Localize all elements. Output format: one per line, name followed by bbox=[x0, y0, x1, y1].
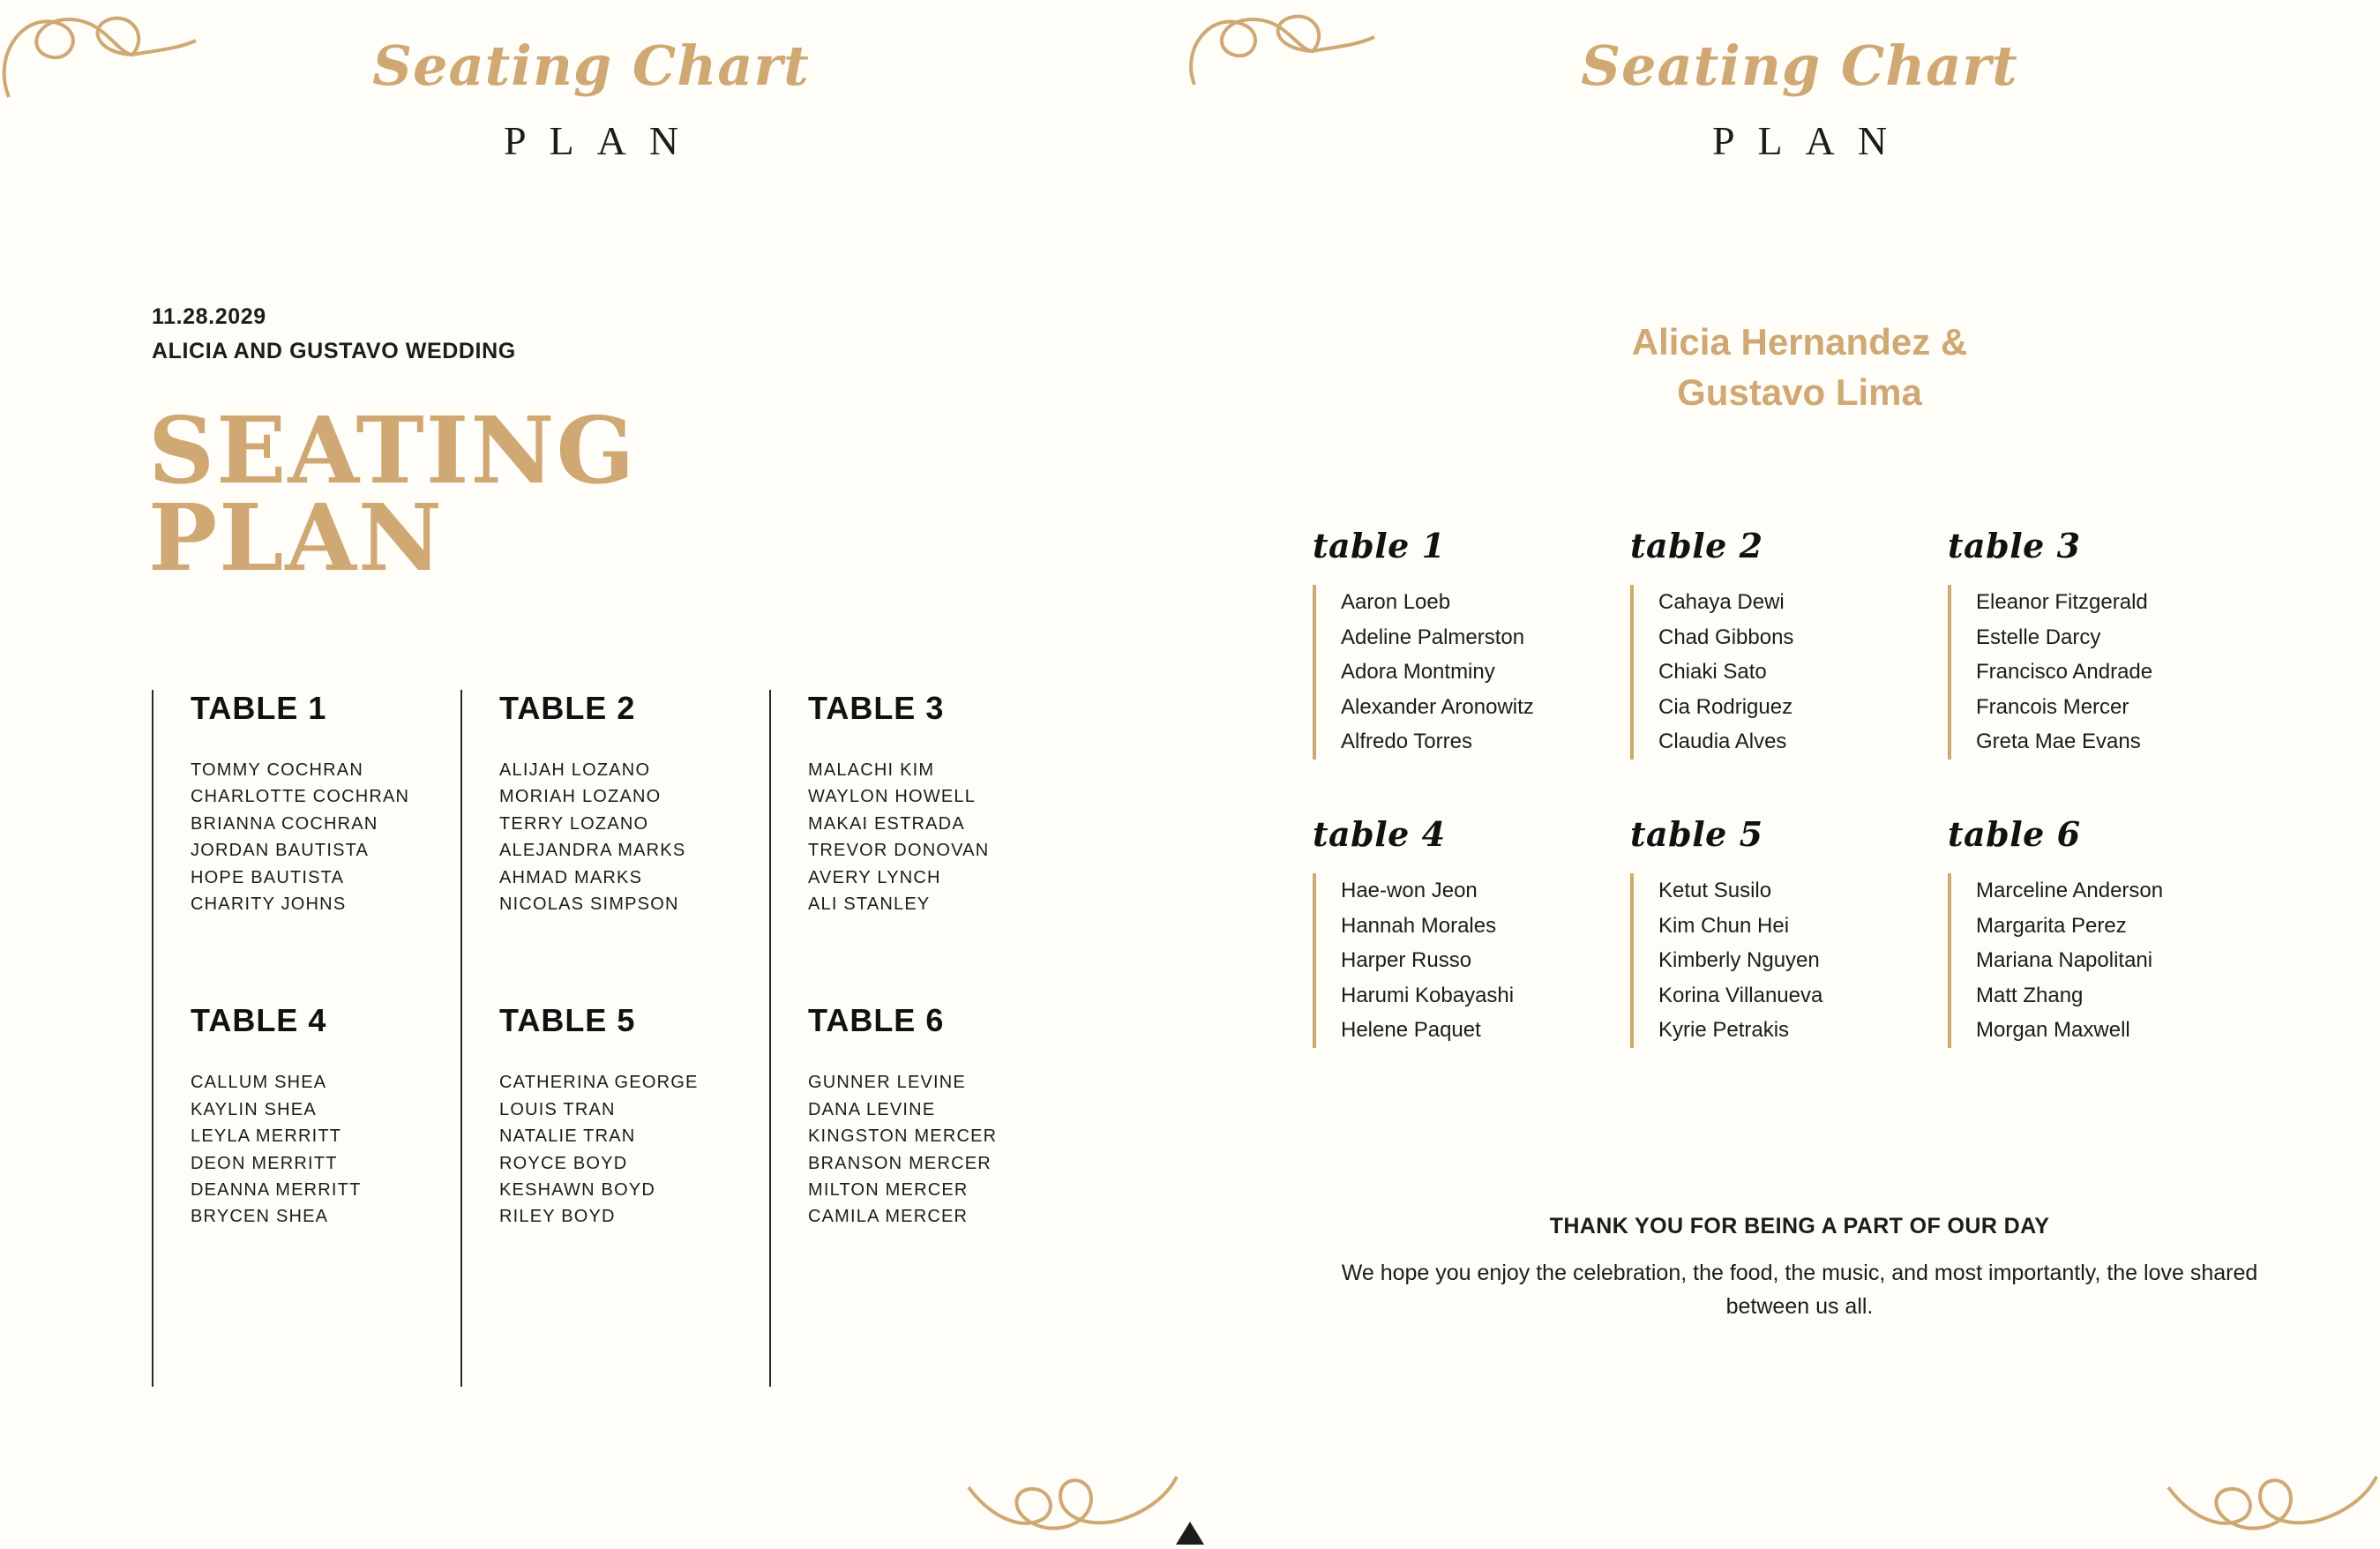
guest-name: DEANNA MERRITT bbox=[191, 1179, 362, 1200]
table-title: table 6 bbox=[1948, 813, 2081, 854]
guest-name: Margarita Perez bbox=[1976, 913, 2127, 938]
right-table-grid bbox=[1313, 526, 2301, 1048]
guest-name: TREVOR DONOVAN bbox=[808, 841, 990, 861]
guest-name: JORDAN BAUTISTA bbox=[191, 841, 370, 861]
right-table-block-4 bbox=[1313, 814, 1630, 1048]
table-block-2 bbox=[499, 690, 769, 917]
table-block-6 bbox=[808, 1002, 1034, 1230]
table-block-1 bbox=[191, 690, 460, 917]
guest-name: Helene Paquet bbox=[1341, 1018, 1481, 1043]
guest-name: CALLUM SHEA bbox=[191, 1073, 327, 1093]
left-script-title: Seating Chart bbox=[372, 34, 810, 98]
guest-name: HOPE BAUTISTA bbox=[191, 867, 345, 887]
page-marker-triangle bbox=[1176, 1522, 1204, 1545]
guest-name: BRYCEN SHEA bbox=[191, 1207, 329, 1227]
guest-name: Kyrie Petrakis bbox=[1658, 1018, 1790, 1043]
guest-name: WAYLON HOWELL bbox=[808, 787, 977, 807]
guest-name: ALI STANLEY bbox=[808, 894, 931, 914]
right-table-block-6 bbox=[1948, 814, 2301, 1048]
table-title: table 2 bbox=[1630, 526, 1763, 565]
guest-name: RILEY BOYD bbox=[499, 1207, 616, 1227]
guest-name: Eleanor Fitzgerald bbox=[1976, 590, 2148, 614]
guest-name: Adeline Palmerston bbox=[1341, 625, 1525, 649]
right-plan-word: PLAN bbox=[1711, 118, 1911, 163]
guest-name: Ketut Susilo bbox=[1658, 878, 1772, 902]
guest-name: Cahaya Dewi bbox=[1658, 590, 1785, 614]
couple-name-line2: Gustavo Lima bbox=[1677, 370, 1922, 413]
guest-name: Greta Mae Evans bbox=[1976, 730, 2141, 754]
thank-you-note bbox=[1306, 1214, 2294, 1323]
guest-name: Hannah Morales bbox=[1341, 913, 1497, 938]
guest-name: Chiaki Sato bbox=[1658, 660, 1767, 685]
table-title: table 5 bbox=[1630, 813, 1763, 854]
guest-name: BRIANNA COCHRAN bbox=[191, 813, 378, 834]
guest-list bbox=[1313, 873, 1630, 1048]
right-table-block-3 bbox=[1948, 526, 2301, 760]
guest-name: Chad Gibbons bbox=[1658, 625, 1794, 649]
guest-name: TERRY LOZANO bbox=[499, 813, 649, 834]
left-column-2 bbox=[460, 690, 769, 1387]
guest-name: CATHERINA GEORGE bbox=[499, 1073, 699, 1093]
guest-name: AHMAD MARKS bbox=[499, 867, 643, 887]
guest-name: NATALIE TRAN bbox=[499, 1126, 636, 1147]
guest-name: Harper Russo bbox=[1341, 948, 1472, 973]
guest-list bbox=[1948, 585, 2301, 760]
table-title: TABLE 2 bbox=[499, 690, 636, 726]
guest-name: NICOLAS SIMPSON bbox=[499, 894, 679, 914]
guest-name: Alexander Aronowitz bbox=[1341, 694, 1534, 719]
guest-name: Aaron Loeb bbox=[1341, 590, 1451, 614]
table-block-4 bbox=[191, 1002, 460, 1230]
table-title: table 3 bbox=[1948, 526, 2081, 565]
guest-list bbox=[1630, 873, 1948, 1048]
guest-name: ALEJANDRA MARKS bbox=[499, 841, 686, 861]
guest-name: KINGSTON MERCER bbox=[808, 1126, 998, 1147]
left-column-1 bbox=[152, 690, 460, 1387]
guest-name: Kim Chun Hei bbox=[1658, 913, 1790, 938]
table-title: TABLE 3 bbox=[808, 690, 945, 726]
guest-name: CAMILA MERCER bbox=[808, 1207, 969, 1227]
guest-name: Marceline Anderson bbox=[1976, 878, 2164, 902]
guest-name: Korina Villanueva bbox=[1658, 983, 1823, 1007]
table-title: table 1 bbox=[1313, 526, 1446, 565]
page-title-line1: SEATING bbox=[148, 396, 637, 505]
guest-name: Cia Rodriguez bbox=[1658, 694, 1793, 719]
guest-name: Morgan Maxwell bbox=[1976, 1018, 2130, 1043]
guest-name: MORIAH LOZANO bbox=[499, 787, 662, 807]
guest-name: MALACHI KIM bbox=[808, 760, 935, 780]
right-table-block-1 bbox=[1313, 526, 1630, 760]
guest-name: CHARITY JOHNS bbox=[191, 894, 347, 914]
right-script-title: Seating Chart bbox=[1581, 34, 2018, 98]
guest-name: Kimberly Nguyen bbox=[1658, 948, 1820, 973]
right-table-block-2 bbox=[1630, 526, 1948, 760]
guest-name: MILTON MERCER bbox=[808, 1179, 969, 1200]
guest-name: Francisco Andrade bbox=[1976, 660, 2153, 685]
guest-name: AVERY LYNCH bbox=[808, 867, 941, 887]
guest-name: MAKAI ESTRADA bbox=[808, 813, 965, 834]
guest-name: Matt Zhang bbox=[1976, 983, 2084, 1007]
guest-name: KAYLIN SHEA bbox=[191, 1099, 317, 1119]
table-title: TABLE 5 bbox=[499, 1002, 636, 1039]
guest-name: Adora Montminy bbox=[1341, 660, 1495, 685]
page-title bbox=[148, 396, 637, 592]
guest-name: GUNNER LEVINE bbox=[808, 1073, 966, 1093]
guest-name: LEYLA MERRITT bbox=[191, 1126, 342, 1147]
table-title: TABLE 1 bbox=[191, 690, 327, 726]
couple-name-line1: Alicia Hernandez & bbox=[1631, 321, 1968, 363]
guest-list bbox=[1313, 585, 1630, 760]
guest-name: Alfredo Torres bbox=[1341, 730, 1472, 754]
guest-name: DEON MERRITT bbox=[191, 1153, 338, 1173]
table-title: TABLE 4 bbox=[191, 1002, 327, 1039]
left-table-grid bbox=[152, 690, 1034, 1387]
guest-name: Claudia Alves bbox=[1658, 730, 1787, 754]
page-title-line2: PLAN bbox=[148, 483, 445, 592]
guest-name: ROYCE BOYD bbox=[499, 1153, 628, 1173]
table-block-3 bbox=[808, 690, 1034, 917]
guest-name: Estelle Darcy bbox=[1976, 625, 2101, 649]
left-plan-word: PLAN bbox=[503, 118, 702, 163]
guest-name: CHARLOTTE COCHRAN bbox=[191, 787, 410, 807]
event-name: ALICIA AND GUSTAVO WEDDING bbox=[152, 338, 516, 363]
heart-swirl-icon bbox=[1182, 0, 1385, 106]
left-column-3 bbox=[769, 690, 1034, 1387]
thank-you-body: We hope you enjoy the celebration, the food, the music, and most importantly, the love shared between us all. bbox=[1341, 1261, 2258, 1319]
couple-names bbox=[1376, 318, 2223, 417]
guest-name: Francois Mercer bbox=[1976, 694, 2129, 719]
thank-you-title: THANK YOU FOR BEING A PART OF OUR DAY bbox=[1549, 1214, 2050, 1238]
guest-name: Harumi Kobayashi bbox=[1341, 983, 1515, 1007]
table-title: TABLE 6 bbox=[808, 1002, 945, 1039]
guest-name: ALIJAH LOZANO bbox=[499, 760, 651, 780]
guest-name: TOMMY COCHRAN bbox=[191, 760, 363, 780]
guest-name: Mariana Napolitani bbox=[1976, 948, 2153, 973]
table-title: table 4 bbox=[1313, 813, 1446, 854]
heart-swirl-icon bbox=[0, 0, 203, 115]
heart-swirl-icon bbox=[962, 1447, 1182, 1549]
guest-name: DANA LEVINE bbox=[808, 1099, 936, 1119]
event-date: 11.28.2029 bbox=[152, 304, 266, 329]
right-table-block-5 bbox=[1630, 814, 1948, 1048]
guest-list bbox=[1630, 585, 1948, 760]
heart-swirl-icon bbox=[2161, 1447, 2380, 1549]
guest-name: Hae-won Jeon bbox=[1341, 878, 1478, 902]
left-event-info bbox=[152, 300, 516, 369]
guest-name: KESHAWN BOYD bbox=[499, 1179, 656, 1200]
table-block-5 bbox=[499, 1002, 769, 1230]
guest-name: BRANSON MERCER bbox=[808, 1153, 992, 1173]
guest-name: LOUIS TRAN bbox=[499, 1099, 616, 1119]
guest-list bbox=[1948, 873, 2301, 1048]
